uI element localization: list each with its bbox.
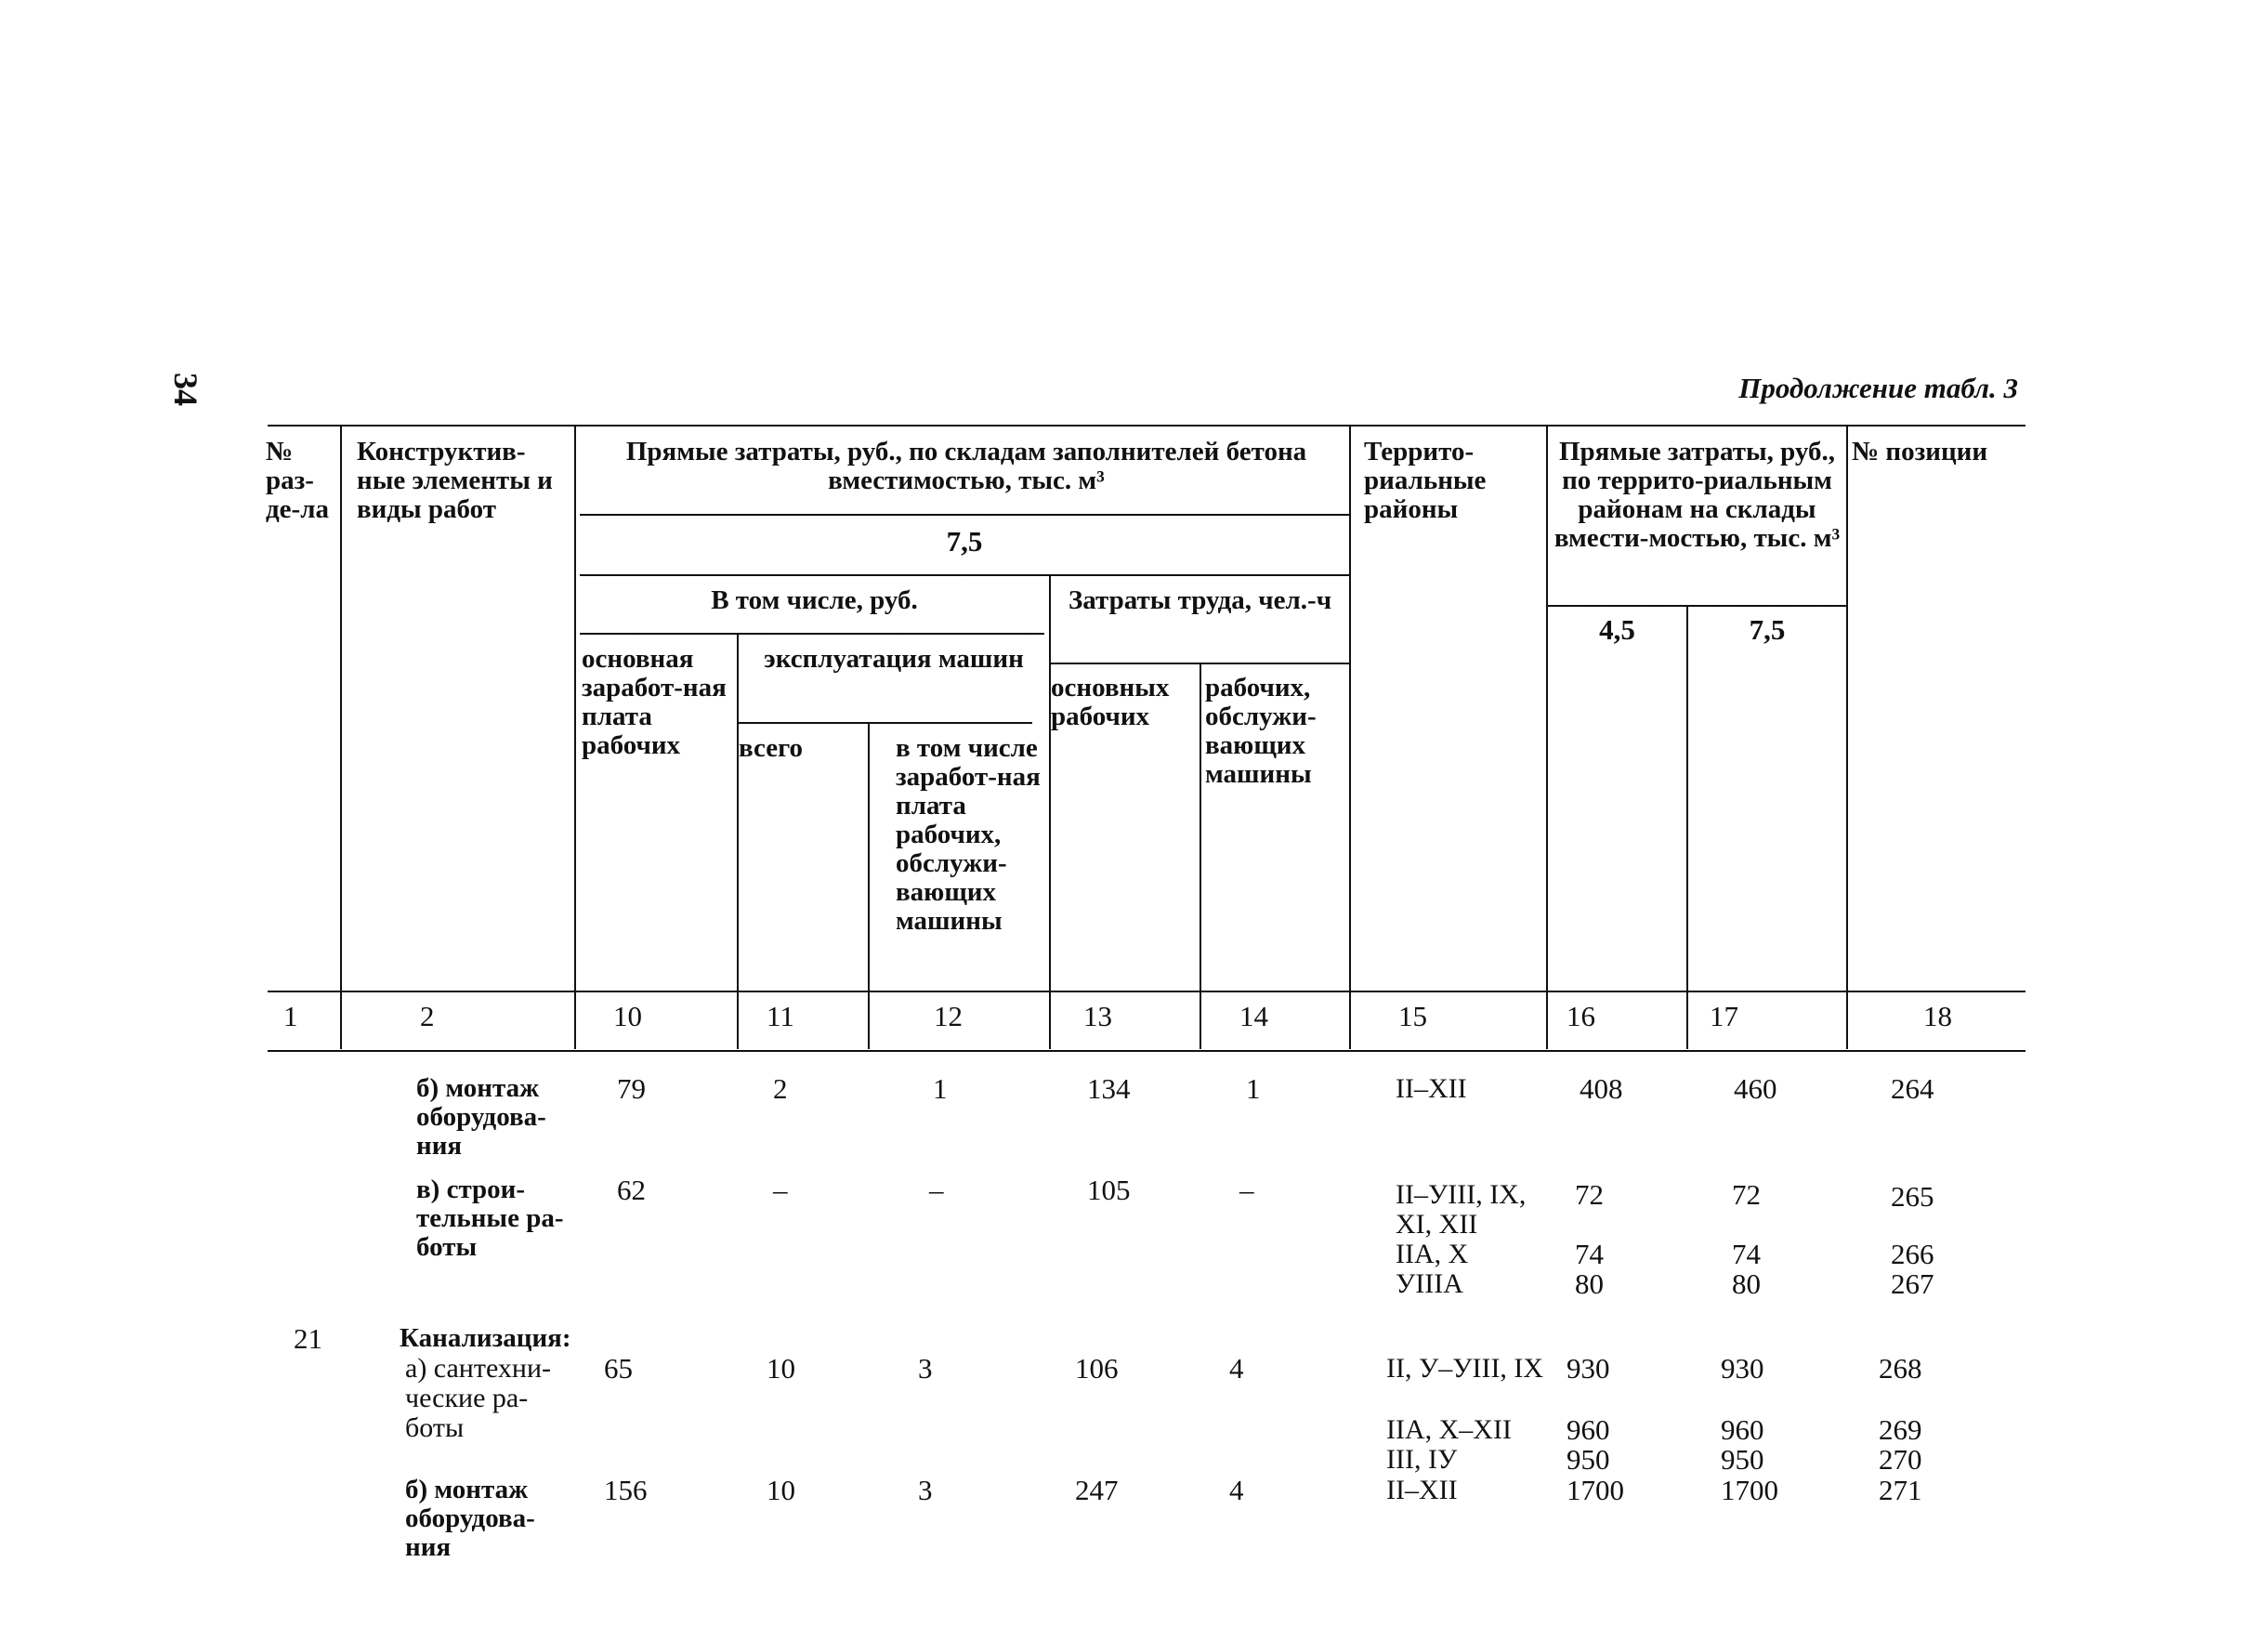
section-title: Канализация: (400, 1323, 571, 1353)
cell-regions: IIA, X–XII (1386, 1414, 1512, 1445)
cell-col11: 10 (767, 1352, 795, 1385)
cell-col12: – (929, 1174, 944, 1206)
cell-col17: 960 (1721, 1413, 1764, 1446)
header-including: В том числе, руб. (711, 585, 918, 615)
cell-col17: 950 (1721, 1443, 1764, 1476)
header-capacity-4-5: 4,5 (1599, 613, 1635, 646)
cell-col13: 247 (1075, 1474, 1119, 1506)
cell-col12: 1 (933, 1072, 948, 1105)
cell-col10: 156 (604, 1474, 648, 1506)
cell-col17: 1700 (1721, 1474, 1778, 1506)
cell-regions: II–XII (1386, 1475, 1458, 1505)
header-machine-workers: рабочих, обслужи-вающих машины (1205, 673, 1317, 789)
cell-col14: – (1239, 1174, 1254, 1206)
cell-col16: 72 (1575, 1178, 1604, 1211)
cell-col12: 3 (918, 1352, 933, 1385)
col-number: 1 (283, 1000, 298, 1032)
cell-col14: 1 (1246, 1072, 1261, 1105)
cell-col16: 74 (1575, 1238, 1604, 1270)
header-section-no: № раз-де-ла (266, 437, 329, 524)
header-main-workers: основных рабочих (1051, 673, 1170, 731)
cell-col10: 65 (604, 1352, 633, 1385)
cell-col12: 3 (918, 1474, 933, 1506)
row-label: в) строи-тельные ра-боты (416, 1175, 564, 1262)
cell-col14: 4 (1229, 1352, 1244, 1385)
col-number: 13 (1083, 1000, 1112, 1032)
row-label: б) монтаж оборудова-ния (405, 1475, 535, 1562)
cell-col16: 80 (1575, 1267, 1604, 1300)
table-continuation-title: Продолжение табл. 3 (1738, 372, 2018, 404)
cell-col11: 2 (773, 1072, 788, 1105)
cell-regions: УIIIA (1396, 1268, 1463, 1299)
col-number: 17 (1710, 1000, 1738, 1032)
col-number: 16 (1567, 1000, 1595, 1032)
cell-col11: – (773, 1174, 788, 1206)
page-number: 34 (167, 373, 204, 406)
cell-regions: II–XII (1396, 1073, 1467, 1104)
cell-col10: 79 (617, 1072, 646, 1105)
header-labor: Затраты труда, чел.-ч (1068, 585, 1332, 615)
col-number: 11 (767, 1000, 794, 1032)
cell-regions: IIA, X (1396, 1239, 1469, 1269)
cell-col17: 930 (1721, 1352, 1764, 1385)
cell-col18: 271 (1879, 1474, 1922, 1506)
cell-col17: 460 (1734, 1072, 1777, 1105)
cell-col14: 4 (1229, 1474, 1244, 1506)
cell-col18: 268 (1879, 1352, 1922, 1385)
header-capacity-7-5: 7,5 (946, 525, 983, 558)
cell-col18: 266 (1891, 1238, 1934, 1270)
col-number: 14 (1239, 1000, 1268, 1032)
cell-col18: 267 (1891, 1267, 1934, 1300)
cell-col16: 960 (1567, 1413, 1610, 1446)
cell-regions: III, IУ (1386, 1444, 1458, 1475)
header-capacity-7-5-b: 7,5 (1749, 613, 1786, 646)
row-label: а) сантехни-ческие ра-боты (405, 1353, 551, 1443)
cell-col17: 72 (1732, 1178, 1761, 1211)
header-base-wage: основная заработ-ная плата рабочих (582, 644, 727, 760)
cell-col16: 1700 (1567, 1474, 1624, 1506)
cell-col17: 80 (1732, 1267, 1761, 1300)
col-number: 12 (934, 1000, 963, 1032)
cell-col11: 10 (767, 1474, 795, 1506)
header-elements: Конструктив-ные элементы и виды работ (357, 437, 553, 524)
cell-col13: 134 (1087, 1072, 1131, 1105)
cell-col16: 408 (1580, 1072, 1623, 1105)
header-position: № позиции (1852, 437, 1988, 466)
cell-col18: 265 (1891, 1180, 1934, 1213)
header-direct-costs-regions: Прямые затраты, руб., по террито-риальным районам на склады вмести-мостью, тыс. м³ (1554, 437, 1841, 553)
cell-col13: 105 (1087, 1174, 1131, 1206)
cell-col18: 264 (1891, 1072, 1934, 1105)
cell-col16: 930 (1567, 1352, 1610, 1385)
cell-col13: 106 (1075, 1352, 1119, 1385)
cell-col16: 950 (1567, 1443, 1610, 1476)
cell-col18: 270 (1879, 1443, 1922, 1476)
header-machine-operation: эксплуатация машин (764, 644, 1024, 674)
col-number: 18 (1923, 1000, 1952, 1032)
cell-regions: II, У–УIII, IX (1386, 1353, 1544, 1384)
cell-col18: 269 (1879, 1413, 1922, 1446)
cell-col10: 62 (617, 1174, 646, 1206)
row-label: б) монтаж оборудова-ния (416, 1073, 546, 1161)
section-number: 21 (294, 1322, 322, 1355)
cell-regions: II–УIII, IX, XI, XII (1396, 1179, 1527, 1240)
header-total: всего (739, 733, 804, 763)
cell-col17: 74 (1732, 1238, 1761, 1270)
col-number: 2 (420, 1000, 435, 1032)
header-regions: Террито-риальные районы (1364, 437, 1487, 524)
col-number: 10 (613, 1000, 642, 1032)
header-direct-costs-storage: Прямые затраты, руб., по складам заполнителей бетона вместимостью, тыс. м³ (625, 437, 1307, 495)
header-incl-wage: в том числе заработ-ная плата рабочих, обслужи-вающих машины (896, 733, 1041, 936)
col-number: 15 (1398, 1000, 1427, 1032)
